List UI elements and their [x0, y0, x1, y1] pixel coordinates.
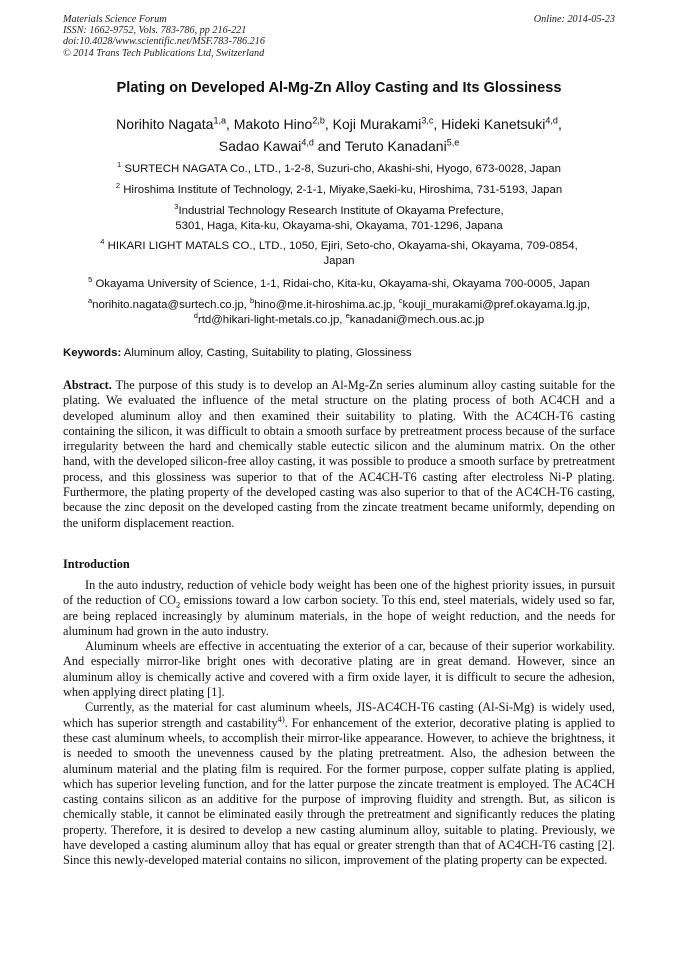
copyright-line: © 2014 Trans Tech Publications Ltd, Switzerland — [63, 47, 265, 59]
introduction-body — [63, 578, 615, 869]
intro-paragraph-1 — [63, 578, 615, 639]
author-sup: 2,b — [312, 115, 325, 126]
affiliation-sup: 1 — [117, 160, 122, 170]
issn-line: ISSN: 1662-9752, Vols. 783-786, pp 216-221 — [63, 25, 247, 37]
author-sep: and — [313, 138, 345, 154]
author-name: Koji Murakami — [332, 116, 422, 132]
paragraph-text: . For enhancement of the exterior, decorative plating is applied to these cast aluminum wheels, to accomplish their mirror-like appearance. However, to achieve the brightness, it is needed to smooth the unevenness caused by the plating pretreatment. Also, the adhesion between the aluminum material and the plating film is required. For the former purpose, copper sulfate plating is applied, which has superior leveling function, and for the latter purpose the zincate treatment is employed. The AC4CH casting contains silicon as an additive for the purpose of improving fluidity and strength. But, as silicon is chemically stable, it cannot be eliminated easily through the pretreatment and significantly reduces the plating property. Therefore, it is desired to develop a new casting aluminum alloy, suitable to plating. Previously, we have developed a casting aluminum alloy that has equal or greater strength than that of AC4CH-T6 casting [2]. Since this newly-developed material contains no silicon, improvement of the plating property can be expected. — [63, 715, 615, 868]
author-sep: , — [324, 116, 333, 132]
author-sup: 5,e — [446, 137, 460, 148]
email-link[interactable]: rtd@hikari-light-metals.co.jp, — [197, 313, 346, 326]
affiliation-text-line2: Japan — [323, 254, 355, 267]
affiliation-text: Okayama University of Science, 1-1, Ridai-cho, Kita-ku, Okayama-shi, Okayama 700-0005, Japan — [95, 278, 590, 290]
author-sup: 4,d — [545, 115, 558, 126]
reference-sup: 4) — [277, 713, 285, 724]
email-link[interactable]: norihito.nagata@surtech.co.jp, — [92, 299, 250, 311]
journal-header — [63, 14, 265, 59]
affiliation-sup: 4 — [100, 237, 105, 247]
intro-paragraph-2: Aluminum wheels are effective in accentuating the exterior of a car, because of their superior workability. And especially mirror-like bright ones with decorative plating are in great demand. However, since an aluminum alloy is chemically active and covered with a firm oxide layer, it is difficult to secure the adhesion, when applying direct plating [1]. — [63, 639, 615, 700]
abstract-label: Abstract. — [63, 378, 112, 392]
author-name: Norihito Nagata — [116, 116, 214, 132]
affiliation-text-line2: 5301, Haga, Kita-ku, Okayama-shi, Okayama, 701-1296, Japana — [175, 219, 503, 232]
author-sep: , — [433, 116, 442, 132]
author-line-2 — [40, 135, 638, 157]
author-sup: 4,d — [301, 137, 314, 148]
affiliation-sup: 5 — [88, 275, 93, 285]
affiliation-1 — [40, 162, 638, 177]
author-name: Sadao Kawai — [218, 138, 302, 154]
author-sup: 1,a — [213, 115, 226, 126]
email-link[interactable]: kouji_murakami@pref.okayama.lg.jp, — [402, 299, 590, 311]
author-line-1 — [40, 113, 638, 135]
author-sep: , — [557, 116, 562, 132]
email-sup: a — [87, 296, 93, 306]
email-sup: b — [250, 296, 255, 306]
introduction-heading: Introduction — [63, 557, 130, 571]
affiliation-5 — [40, 277, 638, 292]
affiliation-sup: 3 — [174, 202, 179, 212]
keywords — [63, 347, 412, 359]
email-addresses — [40, 298, 638, 328]
email-link[interactable]: hino@me.it-hiroshima.ac.jp, — [254, 299, 399, 311]
author-sup: 3,c — [421, 115, 434, 126]
affiliation-2 — [40, 183, 638, 198]
online-date: Online: 2014-05-23 — [533, 14, 615, 25]
affiliation-sup: 2 — [115, 181, 121, 191]
affiliation-3 — [40, 204, 638, 234]
affiliation-text: SURTECH NAGATA Co., LTD., 1-2-8, Suzuri-cho, Akashi-shi, Hyogo, 673-0028, Japan — [124, 163, 561, 175]
affiliation-4 — [40, 239, 638, 269]
affiliation-text: Hiroshima Institute of Technology, 2-1-1, Miyake,Saeki-ku, Hiroshima, 731-5193, Japan — [123, 184, 563, 196]
author-sep: , — [225, 116, 234, 132]
email-sup: e — [345, 311, 350, 320]
author-name: Teruto Kanadani — [344, 138, 447, 154]
email-link[interactable]: kanadani@mech.ous.ac.jp — [349, 313, 485, 326]
paper-title: Plating on Developed Al-Mg-Zn Alloy Casting and Its Glossiness — [116, 80, 562, 96]
keywords-label: Keywords: — [63, 347, 122, 359]
subscript: 2 — [176, 599, 181, 610]
affiliation-text: Industrial Technology Research Institute of Okayama Prefecture, — [178, 205, 504, 217]
abstract-section — [63, 378, 615, 531]
journal-name: Materials Science Forum — [63, 14, 167, 25]
affiliation-text: HIKARI LIGHT MATALS CO., LTD., 1050, Ejiri, Seto-cho, Okayama-shi, Okayama, 709-0854, — [107, 240, 578, 252]
author-name: Makoto Hino — [233, 116, 313, 132]
paragraph-text: Currently, as the material for cast aluminum wheels, JIS-AC4CH-T6 casting (Al-Si-Mg) is widely used, which has superior strength and castability — [63, 700, 615, 730]
intro-paragraph-3 — [63, 700, 615, 868]
paragraph-text: emissions toward a low carbon society. To this end, steel materials, widely used so far, are being replaced increasingly by aluminum materials, in the hope of weight reduction, and the needs for aluminum had grown in the auto industry. — [63, 593, 615, 638]
paragraph-text: In the auto industry, reduction of vehicle body weight has been one of the highest priority issues, in pursuit of the reduction of CO — [63, 578, 615, 608]
author-name: Hideki Kanetsuki — [441, 116, 546, 132]
keywords-text: Aluminum alloy, Casting, Suitability to plating, Glossiness — [121, 347, 412, 359]
email-sup: d — [193, 311, 198, 320]
email-sup: c — [398, 296, 403, 306]
doi-line: doi:10.4028/www.scientific.net/MSF.783-786.216 — [63, 36, 265, 48]
abstract-text: The purpose of this study is to develop an Al-Mg-Zn series aluminum alloy casting suitable for the plating. We evaluated the influence of the metal structure on the plating process of both AC4CH and a developed aluminum alloy and then examined their suitability to plating. With the AC4CH-T6 casting containing the silicon, it was difficult to obtain a smooth surface by pretreatment process because of the surface irregularity between the hard and chemically stable eutectic silicon and the aluminum matrix. On the other hand, with the developed silicon-free alloy casting, it was possible to produce a smooth surface by pretreatment process, and this glossiness was superior to that of the AC4CH-T6 casting after electroless Ni-P plating. Furthermore, the plating property of the developed casting was also superior to that of the AC4CH-T6 casting, because the zinc deposit on the developed casting from the zincate treatment became uniformly, depending on the uniform displacement reaction. — [63, 378, 615, 530]
